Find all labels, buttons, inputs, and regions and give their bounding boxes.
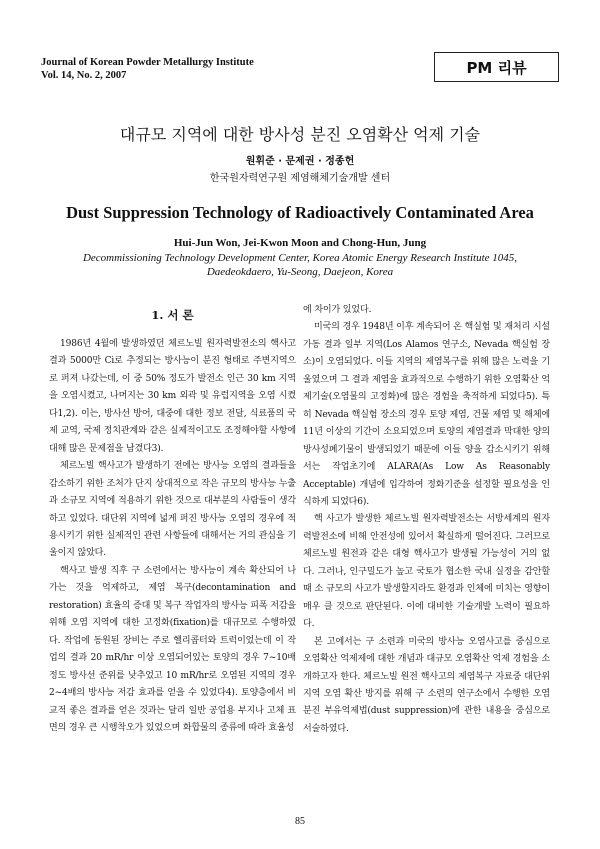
journal-info (41, 56, 254, 82)
left-column (49, 302, 296, 797)
english-authors: Hui-Jun Won, Jei-Kwon Moon and Chong-Hun, Jung (173, 237, 427, 249)
page-number: 85 (295, 816, 305, 827)
section-title: 1. 서 론 (151, 308, 194, 322)
paragraph: 핵 사고가 발생한 체르노빌 원자력발전소는 서방세계의 원자력발전소에 비해 안전성에 있어서 확실하게 떨어진다. 그러므로 체르노빌 원전과 같은 대형 핵사고가 발생될 가능성이 거의 없다. 그러나, 인구밀도가 높고 국토가 협소한 국내 실정을 감안할 때 소 규모의 사고가 발생할지라도 환경과 인체에 미치는 영향이 매우 클 것으로 판단된다. 이에 대비한 기술개발 노력이 필요하다. (303, 514, 550, 630)
english-title: Dust Suppression Technology of Radioactively Contaminated Area (66, 203, 534, 222)
journal-name: Journal of Korean Powder Metallurgy Institute (41, 57, 254, 68)
english-affiliation-line2: Daedeokdaero, Yu-Seong, Daejeon, Korea (206, 266, 394, 278)
journal-volume: Vol. 14, No. 2, 2007 (41, 70, 127, 81)
english-affiliation-line1: Decommissioning Technology Development Center, Korea Atomic Energy Research Institute 1045, (82, 252, 518, 264)
right-column (303, 302, 550, 797)
paragraph: 체르노빌 핵사고가 발생하기 전에는 방사능 오염의 결과들을 감소하기 위한 조처가 단지 상대적으로 작은 규모의 방사능 누출과 소규모 지역에 적용하기 위한 것으로 대부분의 사람들이 생각하고 있었다. 대단위 지역에 넓게 퍼진 방사능 오염의 경우에 적용시키기 위한 실제적인 관련 사항들에 대해서는 거의 관심을 기울이지 않았다. (49, 461, 296, 559)
paragraph: 미국의 경우 1948년 이후 계속되어 온 핵실험 및 재처리 시설 가동 결과 일부 지역(Los Alamos 연구소, Nevada 핵실험 장소)이 오염되었다. 이들 지역의 제염복구를 위해 많은 노력을 기울였으며 그 결과 제염을 효과적으로 수행하기 위한 오염확산 억제기술(오염물의 고정화)에 많은 경험을 축적하게 되었다5). 특히 Nevada 핵실험 장소의 경우 토양 제염, 건물 제염 및 해체에 11년 이상의 기간이 소요되었으며 토양의 제염결과 막대한 양의 방사성폐기물이 발생되었기 때문에 이들 양을 감소시키기 위해서는 작업초기에 ALARA(As Low As Reasonably Acceptable) 개념에 입각하여 정화기준을 설정할 필요성을 인식하게 되었다6). (303, 322, 550, 507)
korean-title: 대규모 지역에 대한 방사성 분진 오염확산 억제 기술 (119, 125, 481, 144)
paragraph: 1986년 4월에 발생하였던 체르노빌 원자력발전소의 핵사고 결과 5000만 Ci로 추정되는 방사능이 분진 형태로 주변지역으로 퍼져 나갔는데, 이 중 50% 정도가 발전소 인근 30 km 지역을 오염시켰고, 나머지는 30 km 외곽 및 유럽지역을 오염 시켰다1,2). 이는, 방사선 방어, 대중에 대한 정보 전달, 식료품의 국제 교역, 국제 정치관계와 같은 실제적이고도 조정해야할 사항에 대해 많은 문제점을 남겼다3). (49, 339, 296, 454)
paragraph: 에 차이가 있었다. (303, 305, 372, 315)
paragraph: 본 고에서는 구 소련과 미국의 방사능 오염사고를 중심으로 오염확산 억제제에 대한 개념과 대규모 오염확산 억제 경험을 소개하고자 한다. 체르노빌 원전 핵사고의 제염복구 자료중 대단위 지역 오염 확산 방지를 위해 구 소련의 연구소에서 수행한 오염분진 부유억제법(dust suppression)에 관한 내용을 중심으로 서술하였다. (303, 636, 550, 734)
korean-authors: 원휘준 · 문제권 · 정종헌 (245, 156, 355, 167)
review-badge: PM 리뷰 (434, 52, 559, 82)
korean-affiliation: 한국원자력연구원 제염해체기술개발 센터 (209, 173, 391, 184)
paragraph: 핵사고 발생 직후 구 소련에서는 방사능이 계속 확산되어 나가는 것을 억제하고, 제염 복구(decontamination and restoration) 효율의 증대 및 복구 작업자의 방사능 피폭 저감을 위해 오염 지역에 대한 고정화(fixation)를 대규모로 수행하였다. 작업에 동원된 장비는 주로 헬리콥터와 트럭이었는데 이 작업의 결과 20 mR/hr 이상 오염되어있는 토양의 경우 7~10배 정도 방사선 준위를 낮추었고 10 mR/hr로 오염된 지역의 경우 2~4배의 방사능 저감 효과를 얻을 수 있었다4). 토양층에서 비교적 좋은 결과를 얻은 것과는 달리 일반 공업용 부지나 고체 표면의 경우 큰 시행착오가 있었으며 화합물의 종류에 따라 효율성 (49, 565, 296, 733)
